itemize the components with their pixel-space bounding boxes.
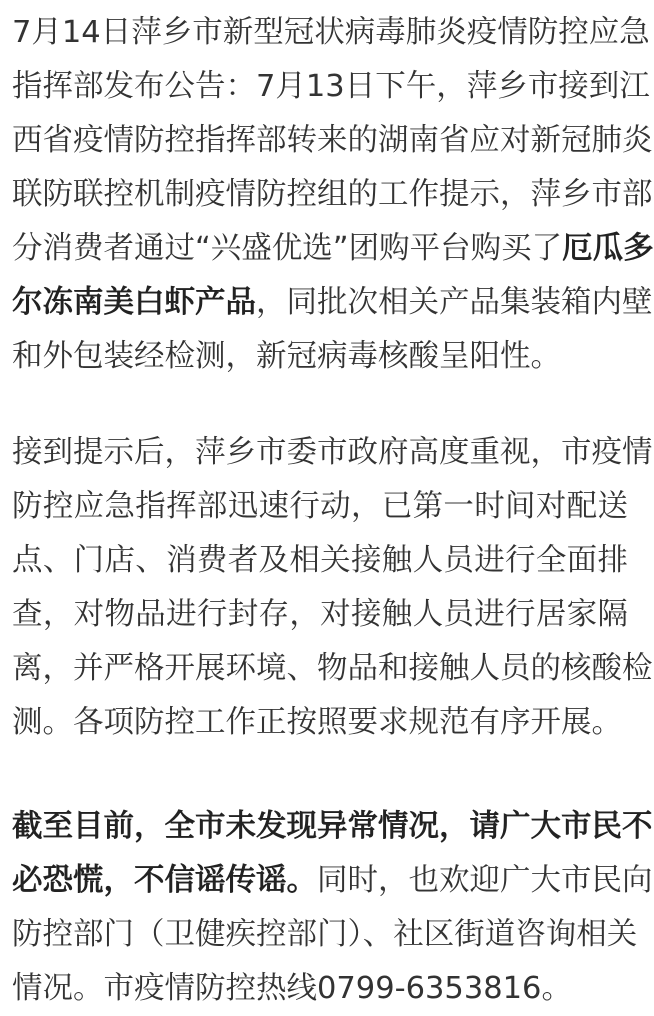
text-segment: 离，并严格开展环境、物品和接触人员的核酸检 (12, 651, 653, 686)
text-segment: 指挥部发布公告：7月13日下午，萍乡市接到江 (12, 69, 650, 104)
text-segment: 查，对物品进行封存，对接触人员进行居家隔 (12, 597, 628, 632)
text-line (12, 222, 654, 276)
text-segment: 同时，也欢迎广大市民向 (317, 863, 653, 898)
bold-text: 尔冻南美白虾产品 (12, 285, 256, 320)
text-line (12, 800, 653, 854)
text-line (12, 276, 653, 330)
text-line (12, 854, 653, 908)
text-line (12, 330, 628, 384)
paragraph-response (12, 426, 653, 750)
text-segment: 7月14日萍乡市新型冠状病毒肺炎疫情防控应急 (12, 15, 650, 50)
text-segment: 联防联控机制疫情防控组的工作提示，萍乡市部 (12, 177, 653, 212)
text-line (12, 6, 650, 60)
text-segment: 防控应急指挥部迅速行动，已第一时间对配送 (12, 489, 628, 524)
text-line (12, 114, 653, 168)
bold-text: 截至目前，全市未发现异常情况，请广大市民不 (12, 809, 653, 844)
text-line (12, 168, 653, 222)
bold-text: 厄瓜多 (562, 231, 654, 266)
paragraph-announcement (12, 6, 654, 384)
text-segment: 情况。市疫情防控热线0799-6353816。 (12, 971, 572, 1006)
paragraph-notice (12, 800, 653, 1016)
text-line (12, 962, 628, 1016)
text-line (12, 534, 628, 588)
text-line (12, 696, 628, 750)
text-segment: 测。各项防控工作正按照要求规范有序开展。 (12, 705, 622, 740)
text-line (12, 60, 650, 114)
text-segment: ，同批次相关产品集装箱内壁 (256, 285, 653, 320)
text-segment: 点、门店、消费者及相关接触人员进行全面排 (12, 543, 628, 578)
bold-text: 必恐慌，不信谣传谣。 (12, 863, 317, 898)
text-segment: 防控部门（卫健疾控部门）、社区街道咨询相关 (12, 917, 638, 952)
text-segment: 分消费者通过“兴盛优选”团购平台购买了 (12, 231, 563, 266)
text-segment: 西省疫情防控指挥部转来的湖南省应对新冠肺炎 (12, 123, 653, 158)
text-line (12, 588, 628, 642)
text-line (12, 426, 653, 480)
text-line (12, 480, 628, 534)
text-segment: 和外包装经检测，新冠病毒核酸呈阳性。 (12, 339, 561, 374)
text-line (12, 642, 653, 696)
text-segment: 接到提示后，萍乡市委市政府高度重视，市疫情 (12, 435, 653, 470)
text-line (12, 908, 638, 962)
